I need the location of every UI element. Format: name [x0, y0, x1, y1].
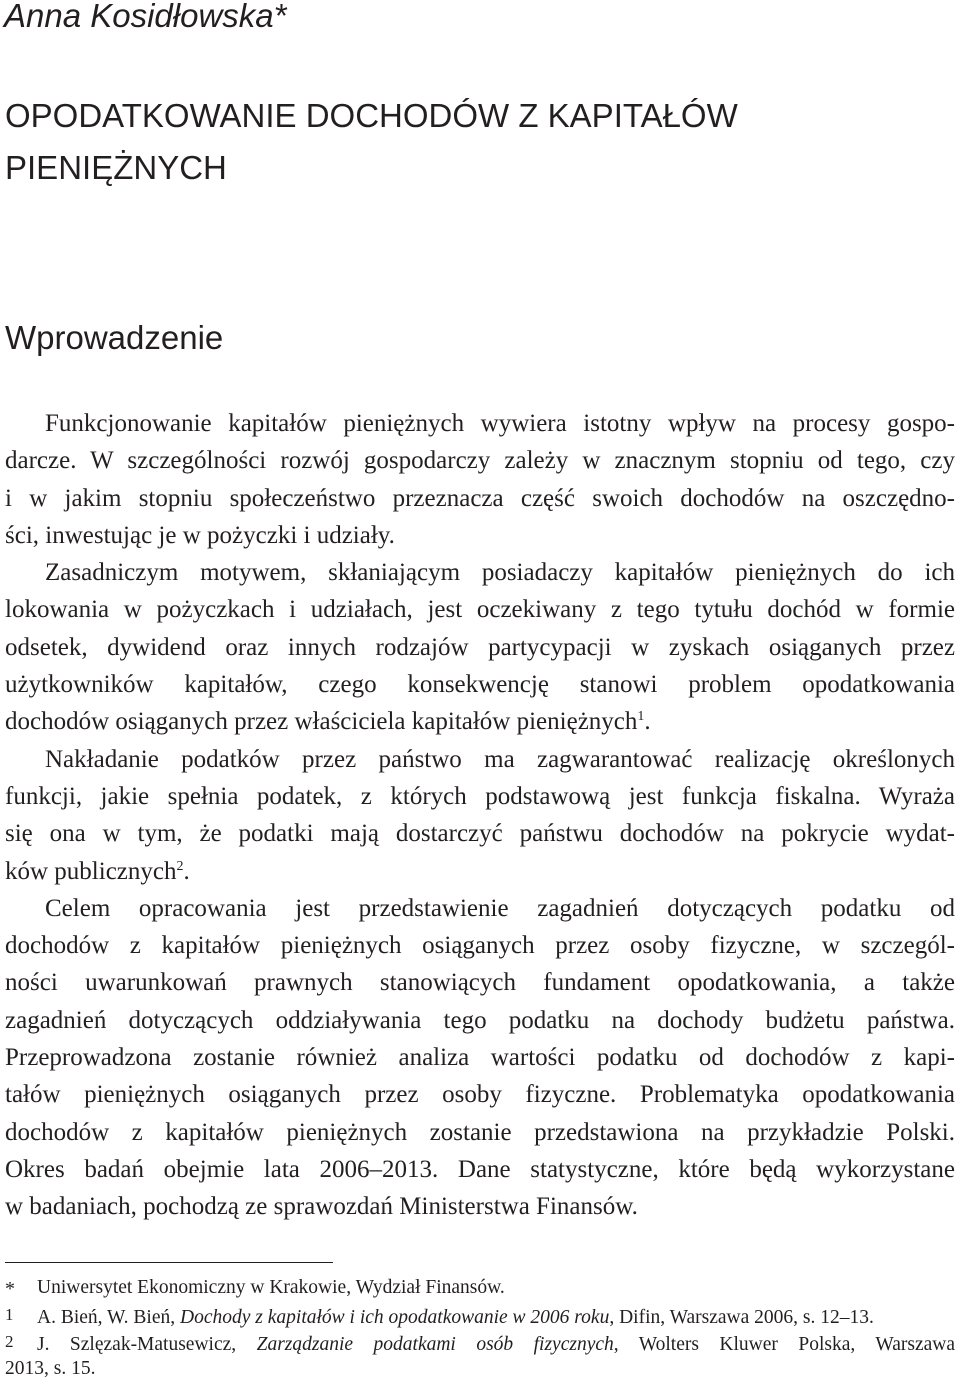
body-line: w badaniach, pochodzą ze sprawozdań Ministerstwa Finansów. — [5, 1193, 638, 1221]
footnote-author-affiliation — [5, 1274, 955, 1301]
footnote-mark: 1 — [5, 1305, 14, 1324]
body-text — [5, 405, 955, 1226]
footnote-text: , Difin, Warszawa 2006, s. 12–13. — [609, 1307, 874, 1328]
footnote-text: , Wolters Kluwer Polska, Warszawa — [613, 1334, 955, 1355]
footnote-title: Dochody z kapitałów i ich opodatkowanie w 2006 roku — [180, 1307, 610, 1328]
body-line: Celem opracowania jest przedstawienie zagadnień dotyczących podatku od — [45, 894, 955, 922]
body-line: użytkowników kapitałów, czego konsekwencję stanowi problem opodatkowania — [5, 671, 955, 699]
body-line: Zasadniczym motywem, skłaniającym posiadaczy kapitałów pieniężnych do ich — [45, 559, 955, 587]
footnote-text: A. Bień, W. Bień, — [37, 1307, 181, 1328]
title-line: OPODATKOWANIE DOCHODÓW Z KAPITAŁÓW — [5, 97, 738, 134]
author-name: Anna Kosidłowska* — [4, 0, 287, 34]
body-line: funkcji, jakie spełnia podatek, z których podstawową jest funkcja fiskalna. Wyraża — [5, 782, 955, 810]
body-line: zagadnień dotyczących oddziaływania tego podatku na dochody budżetu państwa. — [5, 1006, 955, 1034]
body-line: tałów pieniężnych osiąganych przez osoby fizyczne. Problematyka opodatkowania — [5, 1081, 955, 1109]
body-line: ści, inwestując je w pożyczki i udziały. — [5, 521, 395, 549]
body-line: Funkcjonowanie kapitałów pieniężnych wywiera istotny wpływ na procesy gospo- — [45, 410, 955, 437]
article-title — [5, 90, 905, 194]
body-line: dochodów z kapitałów pieniężnych zostanie przedstawiona na przykładzie Polski. — [5, 1118, 955, 1146]
body-line: się ona w tym, że podatki mają dostarczyć państwu dochodów na pokrycie wydat- — [5, 820, 955, 848]
body-line-text: dochodów osiąganych przez właściciela kapitałów pieniężnych — [5, 708, 638, 736]
sentence-end: . — [644, 708, 651, 736]
body-line: lokowania w pożyczkach i udziałach, jest oczekiwany z tego tytułu dochód w formie — [5, 596, 955, 624]
footnote-title: Zarządzanie podatkami osób fizycznych — [256, 1334, 614, 1355]
body-line: i w jakim stopniu społeczeństwo przeznacza część swoich dochodów na oszczędno- — [5, 484, 955, 512]
body-line: odsetek, dywidend oraz innych rodzajów partycypacji w zyskach osiąganych przez — [5, 633, 955, 661]
footnotes — [5, 1274, 955, 1382]
section-heading: Wprowadzenie — [5, 319, 224, 356]
footnote-text: J. Szlęzak-Matusewicz, — [37, 1334, 257, 1355]
footnote-2 — [5, 1328, 955, 1355]
sentence-end: . — [183, 857, 190, 885]
body-line: ności uwarunkowań prawnych stanowiących fundament opodatkowania, a także — [5, 969, 955, 997]
body-line-with-footnote — [5, 853, 955, 890]
body-line: dochodów z kapitałów pieniężnych osiąganych przez osoby fizyczne, w szczegól- — [5, 932, 955, 960]
body-line: Okres badań obejmie lata 2006–2013. Dane statystyczne, które będą wykorzystane — [5, 1155, 955, 1183]
footnote-2-continuation: 2013, s. 15. — [5, 1358, 96, 1379]
body-line-with-footnote — [5, 703, 955, 740]
body-line-text: ków publicznych — [5, 857, 177, 885]
footnote-mark: 2 — [5, 1332, 14, 1351]
footnote-ref[interactable]: 2 — [176, 858, 184, 874]
footnote-separator — [5, 1262, 333, 1263]
footnote-text: Uniwersytet Ekonomiczny w Krakowie, Wydział Finansów. — [37, 1277, 505, 1298]
title-line: PIENIĘŻNYCH — [5, 149, 227, 186]
body-line: Nakładanie podatków przez państwo ma zagwarantować realizację określonych — [45, 745, 955, 773]
body-line: Przeprowadzona zostanie również analiza wartości podatku od dochodów z kapi- — [5, 1044, 955, 1072]
footnote-1 — [5, 1301, 955, 1328]
footnote-mark: * — [5, 1278, 15, 1300]
body-line: darcze. W szczególności rozwój gospodarczy zależy w znacznym stopniu od tego, czy — [5, 447, 955, 475]
footnote-ref[interactable]: 1 — [637, 709, 645, 725]
